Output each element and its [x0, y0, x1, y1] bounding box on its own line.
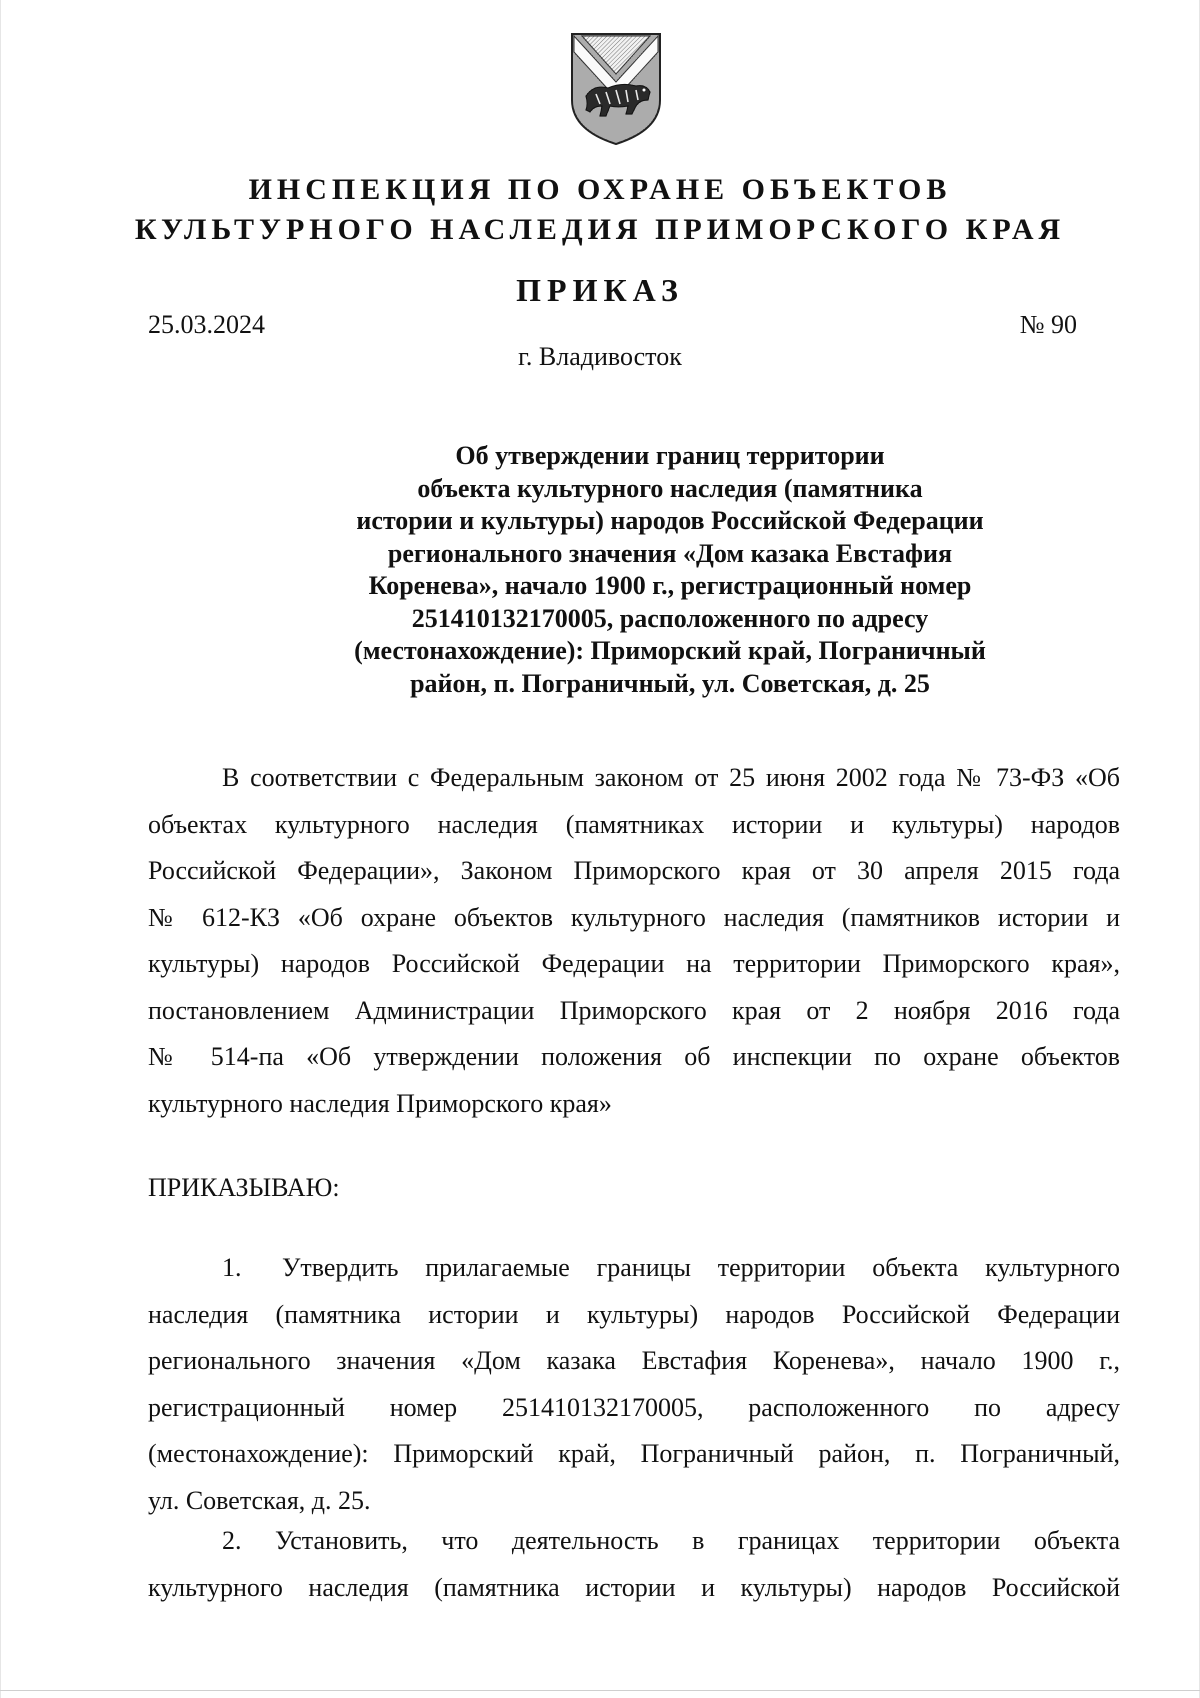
order-date: 25.03.2024	[148, 310, 265, 339]
preamble-line: культурного наследия Приморского края»	[148, 1088, 612, 1118]
primorsky-krai-coat-of-arms-icon	[566, 30, 666, 148]
organization-name-line-1: ИНСПЕКЦИЯ ПО ОХРАНЕ ОБЪЕКТОВ	[248, 173, 952, 206]
preamble-line: В соответствии с Федеральным законом от 25 июня 2002 года № 73-ФЗ «Об	[222, 763, 1120, 792]
item-line	[148, 1245, 1120, 1292]
subject-line: истории и культуры) народов Российской Федерации	[356, 506, 984, 535]
subject-line: регионального значения «Дом казака Евстафия	[387, 538, 953, 568]
item-line: регионального значения «Дом казака Евстафия Коренева», начало 1900 г.,	[148, 1346, 1120, 1375]
subject-line: объекта культурного наследия (памятника	[417, 473, 923, 503]
item-number: 1.	[222, 1253, 242, 1282]
preamble-line: культуры) народов Российской Федерации на территории Приморского края»,	[148, 949, 1120, 978]
scan-edge-bottom	[0, 1690, 1200, 1691]
order-city: г. Владивосток	[518, 342, 682, 371]
subject-line: Об утверждении границ территории	[455, 441, 885, 470]
item-number: 2.	[222, 1526, 242, 1555]
order-item-1	[148, 1245, 1120, 1524]
item-line	[148, 1518, 1120, 1565]
preamble-paragraph	[148, 755, 1120, 1127]
preamble-line: Российской Федерации», Законом Приморского края от 30 апреля 2015 года	[148, 856, 1120, 885]
item-line: ул. Советская, д. 25.	[148, 1485, 371, 1515]
item-line: культурного наследия (памятника истории и культуры) народов Российской	[148, 1572, 1120, 1602]
order-subject	[300, 440, 1040, 700]
order-number: № 90	[1019, 310, 1077, 339]
subject-line: район, п. Пограничный, ул. Советская, д. 25	[410, 668, 930, 698]
preamble-line: № 514-па «Об утверждении положения об инспекции по охране объектов	[148, 1042, 1120, 1071]
item-line: наследия (памятника истории и культуры) народов Российской Федерации	[148, 1299, 1120, 1329]
order-item-2	[148, 1518, 1120, 1611]
subject-line: (местонахождение): Приморский край, Пограничный	[354, 636, 986, 665]
item-text: Установить, что деятельность в границах территории объекта	[274, 1526, 1121, 1555]
decree-word: ПРИКАЗЫВАЮ:	[148, 1173, 340, 1202]
document-type-title: ПРИКАЗ	[516, 272, 684, 308]
subject-line: Коренева», начало 1900 г., регистрационный номер	[368, 571, 972, 600]
organization-name-line-2: КУЛЬТУРНОГО НАСЛЕДИЯ ПРИМОРСКОГО КРАЯ	[134, 213, 1066, 246]
preamble-line: № 612-КЗ «Об охране объектов культурного наследия (памятников истории и	[148, 902, 1120, 932]
item-line: регистрационный номер 251410132170005, расположенного по адресу	[148, 1392, 1120, 1422]
scan-edge-left	[0, 0, 1, 1698]
item-text: Утвердить прилагаемые границы территории объекта культурного	[282, 1253, 1120, 1282]
preamble-line: постановлением Администрации Приморского края от 2 ноября 2016 года	[148, 995, 1120, 1025]
preamble-line: объектах культурного наследия (памятниках истории и культуры) народов	[148, 809, 1120, 839]
subject-line: 251410132170005, расположенного по адресу	[411, 603, 929, 633]
item-line: (местонахождение): Приморский край, Пограничный район, п. Пограничный,	[148, 1439, 1120, 1468]
